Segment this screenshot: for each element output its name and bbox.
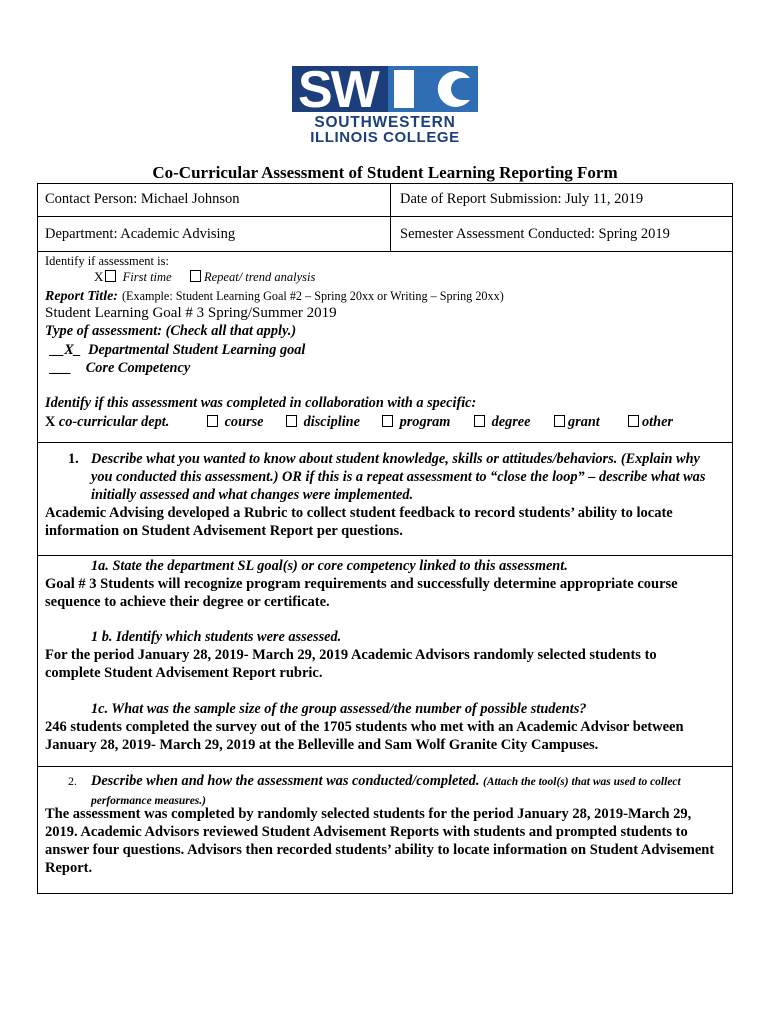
collab-option-degree[interactable] xyxy=(474,413,530,431)
row-divider xyxy=(37,442,733,443)
collab-option-program[interactable] xyxy=(382,413,450,431)
q1c-answer: 246 students completed the survey out of the 1705 students who met with an Academic Advisor between January 28, 2019- March 29, 2019 at the Belleville and Sam Wolf Granite City Campuses. xyxy=(45,719,684,753)
course-checkbox[interactable] xyxy=(207,415,218,427)
discipline-checkbox[interactable] xyxy=(286,415,297,427)
grant-checkbox[interactable] xyxy=(554,415,565,427)
repeat-option[interactable] xyxy=(190,268,315,286)
department: Department: Academic Advising xyxy=(45,226,236,242)
type-option-label: Departmental Student Learning goal xyxy=(88,342,306,358)
discipline-label: discipline xyxy=(303,414,360,430)
program-checkbox[interactable] xyxy=(382,415,393,427)
collab-mark: X xyxy=(45,414,56,430)
repeat-label: Repeat/ trend analysis xyxy=(204,270,316,284)
column-divider xyxy=(390,183,391,251)
swic-logo-mark xyxy=(292,66,478,112)
logo-line-illinois-college: ILLINOIS COLLEGE xyxy=(310,129,460,146)
q2-question-note: (Attach the tool(s) that was used to collect performance measures.) xyxy=(91,776,681,807)
type-option-mark: ___ xyxy=(50,360,72,376)
svg-text:SW: SW xyxy=(298,66,378,112)
q2-answer: The assessment was completed by randomly selected students for the period January 28, 2019-March 29, 2019. Academic Advisors reviewed Student Advisement Reports with students and prompted students to answer four questions. Advisors then recorded students’ ability to locate information on Student Advisement Report. xyxy=(45,806,715,876)
q1a-question: 1a. State the department SL goal(s) or core competency linked to this assessment. xyxy=(91,558,568,574)
collab-label-text: co-curricular dept. xyxy=(58,414,170,430)
type-option-core xyxy=(50,359,190,377)
type-option-label: Core Competency xyxy=(85,360,191,376)
type-label: Type of assessment: (Check all that apply.) xyxy=(45,323,297,339)
report-title-example: (Example: Student Learning Goal #2 – Spring 20xx or Writing – Spring 20xx) xyxy=(121,289,504,303)
collab-option-course[interactable] xyxy=(207,413,264,431)
q2-number: 2. xyxy=(68,774,77,788)
q1-question: Describe what you wanted to know about student knowledge, skills or attitudes/behaviors. (Explain why you conducted this assessment.) OR if this is a repeat assessment to “close the loop” – describe what was initially assessed and what changes were implemented. xyxy=(91,451,706,503)
q1c-question: 1c. What was the sample size of the group assessed/the number of possible students? xyxy=(91,701,587,717)
q2-question-text: Describe when and how the assessment was conducted/completed. xyxy=(91,773,480,789)
first-time-label: First time xyxy=(122,270,172,284)
logo-line-southwestern: SOUTHWESTERN xyxy=(314,114,456,131)
other-checkbox[interactable] xyxy=(628,415,639,427)
first-time-checkbox[interactable] xyxy=(105,270,116,282)
other-label: other xyxy=(642,414,673,430)
semester-conducted: Semester Assessment Conducted: Spring 2019 xyxy=(400,226,670,242)
q1b-answer: For the period January 28, 2019- March 29, 2019 Academic Advisors randomly selected students to complete Student Advisement Report rubric. xyxy=(45,647,657,681)
collab-option-other[interactable] xyxy=(628,413,673,431)
program-label: program xyxy=(399,414,451,430)
collab-option-grant[interactable] xyxy=(554,413,600,431)
form-title: Co-Curricular Assessment of Student Learning Reporting Form xyxy=(152,163,618,182)
row-divider xyxy=(37,216,733,217)
contact-person: Contact Person: Michael Johnson xyxy=(45,191,240,207)
first-time-option[interactable] xyxy=(94,268,172,286)
repeat-checkbox[interactable] xyxy=(190,270,201,282)
row-divider xyxy=(37,766,733,767)
q1-number: 1. xyxy=(68,451,79,467)
grant-label: grant xyxy=(568,414,600,430)
report-title-label: Report Title: xyxy=(45,289,118,304)
identify-label: Identify if assessment is: xyxy=(45,254,169,268)
degree-checkbox[interactable] xyxy=(474,415,485,427)
collab-label: Identify if this assessment was completed in collaboration with a specific: xyxy=(45,395,477,411)
q1-answer: Academic Advising developed a Rubric to collect student feedback to record students’ ability to locate information on Student Advisement Report per questions. xyxy=(45,505,673,539)
row-divider xyxy=(37,555,733,556)
type-option-mark: __X_ xyxy=(50,342,81,358)
first-time-mark: X xyxy=(94,269,104,284)
date-of-report: Date of Report Submission: July 11, 2019 xyxy=(400,191,644,207)
q1b-question: 1 b. Identify which students were assessed. xyxy=(91,629,342,645)
report-title-value: Student Learning Goal # 3 Spring/Summer 2019 xyxy=(45,305,337,321)
degree-label: degree xyxy=(491,414,531,430)
q1a-answer: Goal # 3 Students will recognize program requirements and successfully determine appropriate course sequence to achieve their degree or certificate. xyxy=(45,576,678,610)
collab-option-co-curricular xyxy=(45,413,169,431)
course-label: course xyxy=(224,414,264,430)
type-option-departmental xyxy=(50,341,305,359)
collab-option-discipline[interactable] xyxy=(286,413,360,431)
swic-logo xyxy=(292,66,478,146)
